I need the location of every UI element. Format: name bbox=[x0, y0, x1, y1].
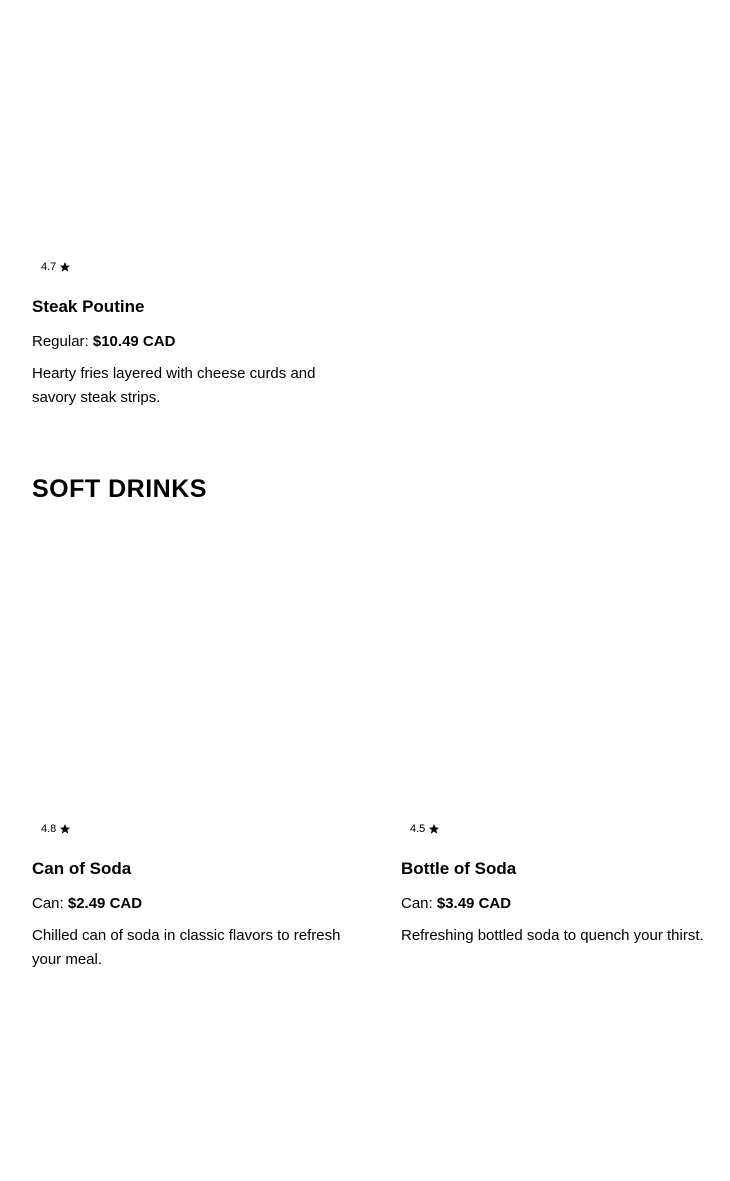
rating-badge bbox=[41, 260, 71, 274]
section-heading: SOFT DRINKS bbox=[32, 475, 207, 503]
menu-item-image[interactable] bbox=[32, 10, 362, 250]
price-value: $2.49 CAD bbox=[67, 895, 143, 912]
menu-item-price-line bbox=[32, 332, 175, 352]
menu-item-description: Refreshing bottled soda to quench your thirst. bbox=[401, 927, 704, 944]
star-icon bbox=[59, 261, 71, 273]
rating-badge bbox=[41, 822, 71, 836]
menu-item-price-line bbox=[401, 894, 511, 914]
price-value: $10.49 CAD bbox=[92, 333, 176, 350]
menu-item-card[interactable] bbox=[401, 530, 730, 980]
menu-item-image[interactable] bbox=[401, 530, 730, 770]
price-value: $3.49 CAD bbox=[436, 895, 512, 912]
menu-item-description: Hearty fries layered with cheese curds and savory steak strips. bbox=[32, 365, 316, 406]
menu-item-title[interactable]: Can of Soda bbox=[32, 859, 132, 878]
rating-value: 4.8 bbox=[41, 823, 57, 835]
star-icon bbox=[428, 823, 440, 835]
menu-item-title[interactable]: Bottle of Soda bbox=[401, 859, 517, 878]
menu-item-title[interactable]: Steak Poutine bbox=[32, 297, 145, 316]
menu-item-price-line bbox=[32, 894, 142, 914]
rating-value: 4.7 bbox=[41, 261, 57, 273]
price-label: Can: bbox=[401, 895, 433, 912]
menu-item-image[interactable] bbox=[32, 530, 362, 770]
price-label: Regular: bbox=[32, 333, 89, 350]
rating-badge bbox=[410, 822, 440, 836]
star-icon bbox=[59, 823, 71, 835]
menu-item-card[interactable] bbox=[32, 0, 362, 420]
price-label: Can: bbox=[32, 895, 64, 912]
menu-item-description: Chilled can of soda in classic flavors to refresh your meal. bbox=[32, 927, 341, 968]
rating-value: 4.5 bbox=[410, 823, 426, 835]
menu-item-card[interactable] bbox=[32, 530, 362, 980]
